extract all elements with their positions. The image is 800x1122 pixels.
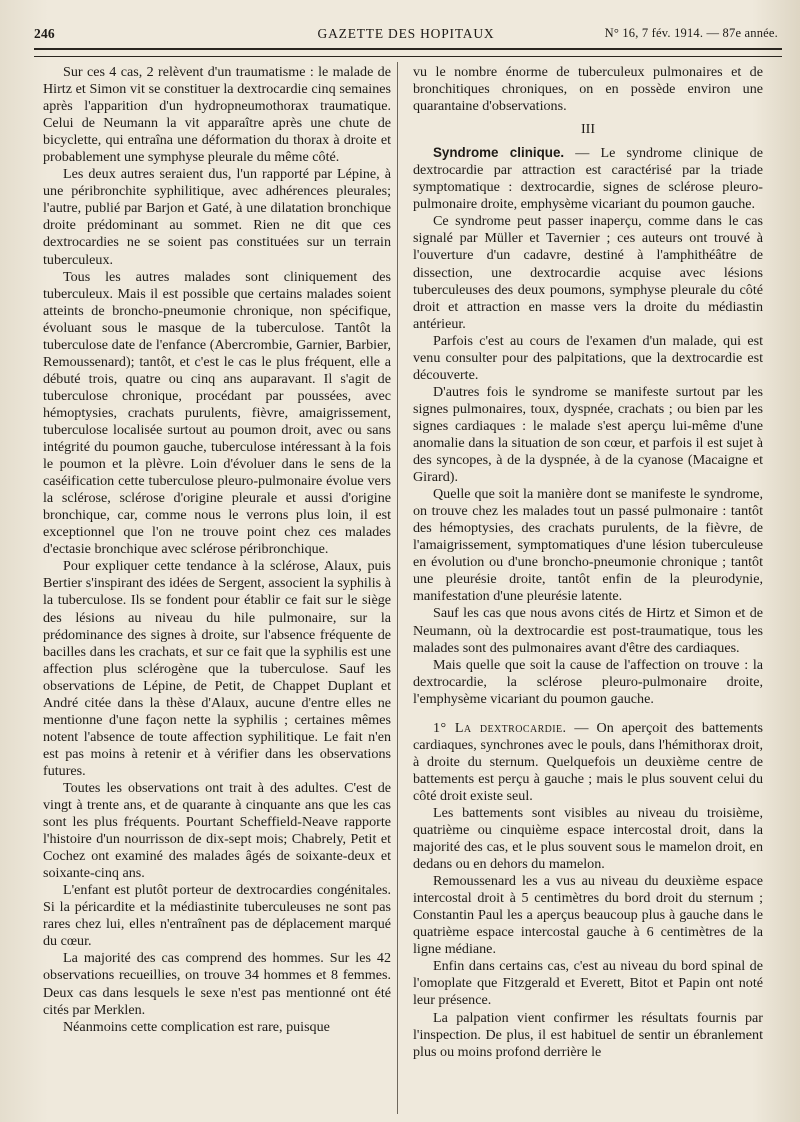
paragraph: Les battements sont visibles au niveau du troisième, quatrième ou cinquième espace intercostal droit, dans la majorité des cas, et le plus souvent sous le mamelon droit, en dedans ou en dehors du mamelon. [413,804,763,873]
paragraph-dextrocardie [413,720,763,805]
paragraph: Sur ces 4 cas, 2 relèvent d'un traumatisme : le malade de Hirtz et Simon vit se constituer la dextrocardie cinq semaines après l'apparition d'un hydropneumothorax traumatique. Celui de Neumann la vit apparaître après une chute de bicyclette, qui entraîna une déformation du thorax à droite et probablement une symphyse pleurale du même côté. [43,64,391,166]
journal-title: GAZETTE DES HOPITAUX [317,26,495,41]
issue-info: N° 16, 7 fév. 1914. — 87e année. [604,26,778,40]
right-column [413,64,763,1061]
header-rule-thin [34,56,782,57]
paragraph: La palpation vient confirmer les résultats fournis par l'inspection. De plus, il est habituel de sentir un ébranlement plus ou moins profond derrière le [413,1009,763,1060]
run-in-heading: Syndrome clinique. [433,145,565,161]
paragraph-syndrome [413,144,763,213]
left-column [43,64,391,1036]
paragraph: Pour expliquer cette tendance à la sclérose, Alaux, puis Bertier s'inspirant des idées de Sergent, associent la syphilis à la tuberculose. Ils se fondent pour établir ce fait sur le siège des lésions au niveau du hile pulmonaire, sur la prédominance des signes à droite, sur l'absence fréquente de bacilles dans les crachats, et sur ce fait que la syphilis est une affection plus sclérogène que la tuberculose. Sauf les observations de Lépine, de Petit, de Chappet Duplant et André citée dans la thèse d'Alaux, aucune d'entre elles ne mentionne d'une façon nette la syphilis ; certaines mêmes notent l'absence de toute affection syphilitique. Le fait n'en est pas moins à retenir et à vérifier dans les observations futures. [43,558,391,779]
paragraph: Remoussenard les a vus au niveau du deuxième espace intercostal droit à 5 centimètres du bord droit du sternum ; Constantin Paul les a aperçus beaucoup plus à gauche dans le quatrième espace intercostal gauche à 6 centimètres de la ligne médiane. [413,873,763,958]
run-in-text: — On aperçoit des battements cardiaques, synchrones avec le pouls, dans l'hémithorax droit, à droite du sternum. Quelquefois un deuxième centre de battements est perçu à gauche ; mais le plus souvent celui du côté droit existe seul. [413,719,763,804]
paragraph: Les deux autres seraient dus, l'un rapporté par Lépine, à une péribronchite syphilitique, avec adhérences pleurales; l'autre, publié par Barjon et Gaté, à une dilatation bronchique droite prédominant au sommet. Rien ne dit que ces dextrocardies ne se soient pas constituées sur un terrain tuberculeux. [43,166,391,268]
header-rule-thick [34,48,782,50]
paragraph: Mais quelle que soit la cause de l'affection on trouve : la dextrocardie, la sclérose pleuro-pulmonaire droite, l'emphysème vicariant du poumon gauche. [413,656,763,707]
paragraph: Toutes les observations ont trait à des adultes. C'est de vingt à trente ans, et de quarante à cinquante ans que les cas sont les plus fréquents. Pourtant Scheffield-Neave rapporte l'histoire d'un nourrisson de dix-sept mois; Chabrely, Petit et Cochez ont examiné des malades âgés de soixante-deux et soixante-cinq ans. [43,779,391,882]
paragraph: Tous les autres malades sont cliniquement des tuberculeux. Mais il est possible que certains malades soient atteints de broncho-pneumonie chronique, non spécifique, évoluant sous le masque de la tuberculose. Tantôt la tuberculose date de l'enfance (Abercrombie, Garnier, Barbier, Remoussenard); tantôt, et c'est le cas le plus fréquent, elle a débuté trois, quatre ou cinq ans auparavant. Il s'agit de tuberculose chronique, procédant par poussées, avec hémoptysies, crachats purulents, fièvre, amaigrissement, tuberculose localisée surtout au poumon droit, avec ou sans intégrité du poumon gauche, tuberculose intéressant à la fois le poumon et la plèvre. Loin d'évoluer dans le sens de la caséification cette tuberculose pleuro-pulmonaire évolue vers la sclérose, sclérose d'origine pleurale et aussi d'origine bronchique, car, comme nous le verrons plus loin, il est exceptionnel que l'on ne trouve point chez ces malades d'ectasie bronchique avec sclérose péribronchique. [43,268,391,558]
run-in-text: — Le syndrome clinique de dextrocardie par attraction est caractérisé par la triade symptomatique : dextrocardie, signes de sclérose pleuro-pulmonaire droite, emphysème vicariant du poumon gauche. [413,145,763,213]
paragraph: Parfois c'est au cours de l'examen d'un malade, qui est venu consulter pour des palpitations, que la dextrocardie est découverte. [413,332,763,383]
paragraph: L'enfant est plutôt porteur de dextrocardies congénitales. Si la péricardite et la médiastinite tuberculeuses ne sont pas rares chez lui, elles n'entraînent pas de déplacement marqué du cœur. [43,882,391,950]
paragraph: Quelle que soit la manière dont se manifeste le syndrome, on trouve chez les malades tout un passé pulmonaire : tantôt des hémoptysies, des crachats purulents, de la fièvre, de l'amaigrissement, symptomatiques d'une lésion tuberculeuse en évolution ou d'une broncho-pneumonie chronique ; tantôt une pleurésie droite, tantôt enfin de la pleurodynie, manifestation d'une pleurésie latente. [413,486,763,605]
running-header [34,26,778,50]
paragraph: Néanmoins cette complication est rare, puisque [63,1018,330,1035]
paragraph: D'autres fois le syndrome se manifeste surtout par les signes pulmonaires, toux, dyspnée, crachats ; ou bien par les signes cardiaques : le malade s'est aperçu lui-même d'une anomalie dans la situation de son cœur, et parfois il est sujet à des syncopes, à de la dyspnée, à de la cyanose (Macaigne et Girard). [413,383,763,486]
paragraph: Sauf les cas que nous avons cités de Hirtz et Simon et de Neumann, où la dextrocardie est post-traumatique, tous les malades sont des pulmonaires avant d'être des cardiaques. [413,605,763,656]
paragraph: Enfin dans certains cas, c'est au niveau du bord spinal de l'omoplate que Fitzgerald et Everett, Bitot et Papin ont noté leur présence. [413,958,763,1009]
section-heading: III [580,121,596,138]
run-in-heading: 1° La dextrocardie. [433,719,567,736]
paragraph: Ce syndrome peut passer inaperçu, comme dans le cas signalé par Müller et Tavernier ; ces auteurs ont trouvé à l'ouverture d'un cadavre, destiné à l'amphithéâtre de dissection, une dextrocardie acquise avec lésions tuberculeuses des deux poumons, symphyse pleurale du côté droit et attraction en masse vers la droite du médiastin antérieur. [413,213,763,332]
paragraph: La majorité des cas comprend des hommes. Sur les 42 observations recueillies, on trouve 34 hommes et 8 femmes. Deux cas dans lesquels le sexe n'est pas mentionné ont été cités par Merklen. [43,950,391,1018]
paragraph-continued: vu le nombre énorme de tuberculeux pulmonaires et de bronchitiques chroniques, on en possède environ une quarantaine d'observations. [413,64,763,115]
column-separator [397,62,398,1114]
page-number: 246 [34,26,55,41]
